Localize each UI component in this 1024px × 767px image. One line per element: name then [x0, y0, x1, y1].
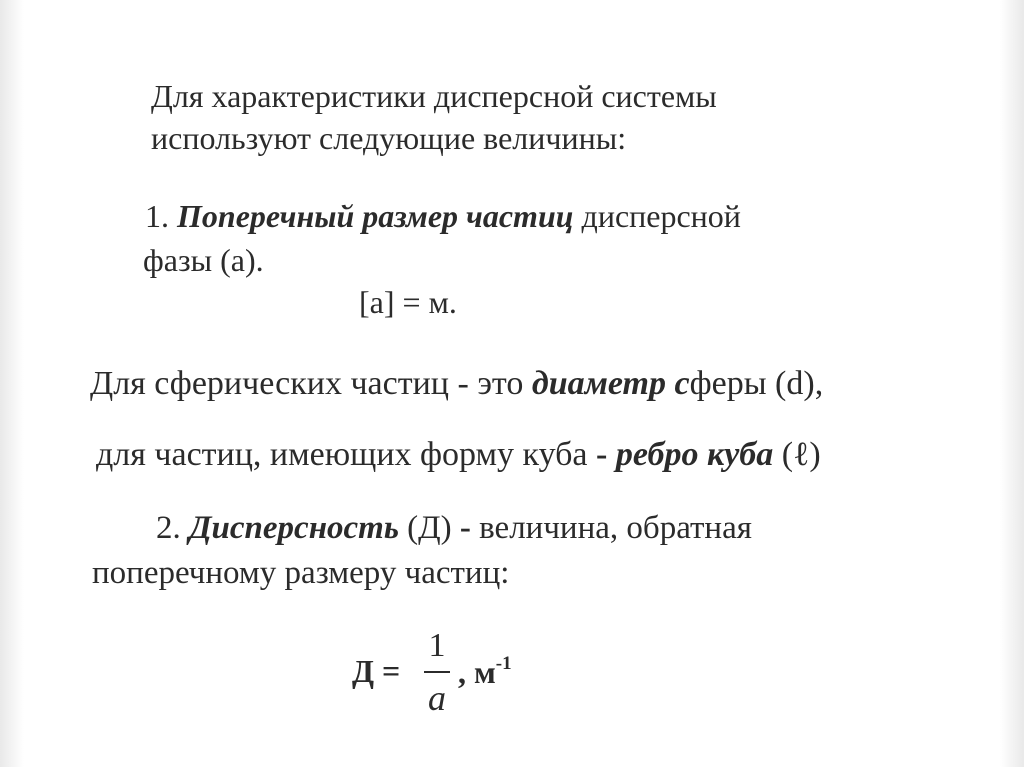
formula-lhs: Д =: [352, 653, 401, 689]
formula-numerator: 1: [428, 627, 446, 664]
cube-term: ребро куба: [615, 436, 774, 473]
point-2-line-2: поперечному размеру частиц:: [92, 555, 510, 591]
cube-after: (ℓ): [773, 436, 821, 473]
point-2-dash: -: [459, 510, 471, 546]
point-2-rest-after: величина, обратная: [470, 510, 752, 546]
spherical-term: диаметр с: [531, 365, 690, 402]
point-2-line-1: [156, 512, 752, 545]
slide-right-shadow: [1000, 0, 1024, 767]
spherical-line: [90, 367, 823, 401]
point-1-term: Поперечный размер частиц: [177, 198, 574, 234]
intro-line-1: Для характеристики дисперсной системы: [151, 78, 717, 114]
formula-unit-exponent: -1: [495, 653, 512, 674]
point-2-rest-before: (Д): [398, 510, 460, 546]
formula-fraction-bar: [424, 671, 450, 673]
point-1-rest: дисперсной: [573, 198, 741, 234]
cube-line: [96, 438, 821, 472]
point-1-number: 1.: [145, 198, 177, 234]
point-1-line-2: фазы (а).: [143, 242, 264, 278]
point-1-unit: [а] = м.: [359, 284, 457, 320]
dispersity-formula: [352, 625, 572, 725]
slide-left-shadow: [0, 0, 24, 767]
formula-unit-base: , м: [458, 654, 496, 690]
intro-line-2: используют следующие величины:: [151, 120, 627, 156]
cube-dash: -: [596, 436, 616, 473]
cube-before: для частиц, имеющих форму куба: [96, 436, 597, 473]
point-2-term: Дисперсность: [189, 510, 399, 546]
point-1-line-1: [145, 200, 741, 232]
point-2-number: 2.: [156, 510, 189, 546]
formula-denominator: a: [428, 678, 446, 718]
spherical-before: Для сферических частиц - это: [90, 365, 532, 402]
spherical-after: феры (d),: [689, 365, 824, 402]
formula-unit: [458, 653, 512, 691]
